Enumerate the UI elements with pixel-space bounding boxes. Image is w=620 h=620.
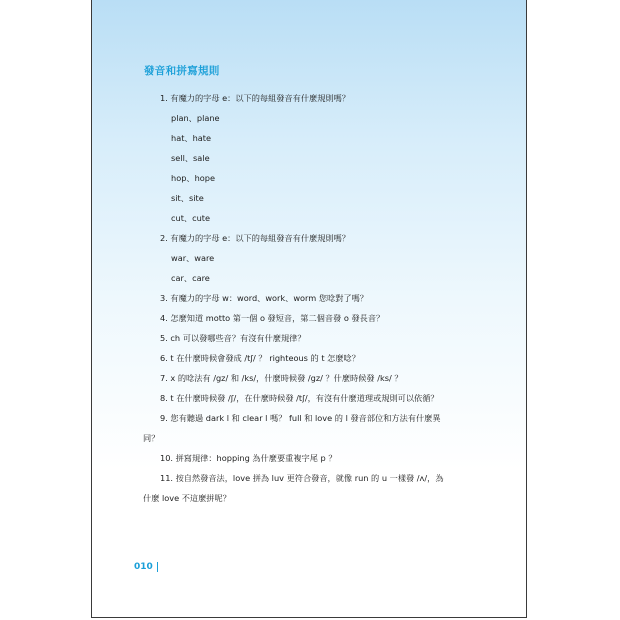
word-pair-line: hat、hate (171, 133, 212, 143)
book-page (91, 0, 527, 618)
question-line: 11. 按自然發音法，love 拼為 luv 更符合發音，就像 run 的 u 一樣發 /ʌ/，為 (160, 473, 444, 483)
word-pair-line: sell、sale (171, 153, 210, 163)
question-line: 2. 有魔力的字母 e：以下的每組發音有什麼規則嗎？ (160, 233, 350, 243)
word-pair-line: cut、cute (171, 213, 211, 223)
page-number-text: 010 (134, 562, 153, 572)
question-line: 8. t 在什麼時候發 /ʃ/，在什麼時候發 /tʃ/，有沒有什麼道理或規則可以依循？ (160, 393, 439, 403)
word-pair-line: car、care (171, 273, 210, 283)
page-number (134, 562, 158, 572)
page-number-divider (157, 562, 158, 572)
question-continuation: 同？ (143, 433, 160, 443)
question-line: 7. x 的唸法有 /gz/ 和 /ks/，什麼時候發 /gz/ ？什麼時候發 /ks/ ？ (160, 373, 403, 383)
question-line: 3. 有魔力的字母 w：word、work、worm 您唸對了嗎？ (160, 293, 368, 303)
question-line: 6. t 在什麼時候會發成 /tʃ/ ？ righteous 的 t 怎麼唸？ (160, 353, 360, 363)
question-line: 9. 您有聽過 dark l 和 clear l 嗎？ full 和 love 的 l 發音部位和方法有什麼異 (160, 413, 441, 423)
question-line: 10. 拼寫規律：hopping 為什麼要重複字尾 p ？ (160, 453, 337, 463)
word-pair-line: hop、hope (171, 173, 216, 183)
question-continuation: 什麼 love 不這麼拼呢？ (143, 493, 231, 503)
word-pair-line: sit、site (171, 193, 204, 203)
question-line: 1. 有魔力的字母 e：以下的每組發音有什麼規則嗎？ (160, 93, 350, 103)
question-line: 4. 怎麼知道 motto 第一個 o 發短音，第二個音發 o 發長音？ (160, 313, 385, 323)
word-pair-line: war、ware (171, 253, 215, 263)
word-pair-line: plan、plane (171, 113, 220, 123)
section-title: 發音和拼寫規則 (144, 65, 220, 77)
question-line: 5. ch 可以發哪些音？有沒有什麼規律？ (160, 333, 306, 343)
